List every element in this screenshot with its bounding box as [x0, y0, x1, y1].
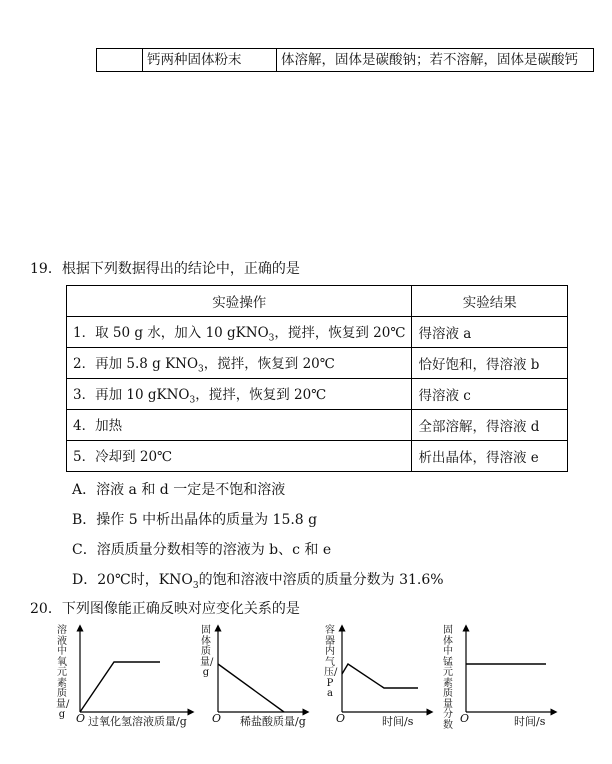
graph-d-plot	[464, 626, 556, 714]
graph-a-xlabel: 过氧化氢溶液质量/g	[88, 715, 187, 728]
graph-d-xlabel: 时间/s	[514, 715, 546, 728]
operation-cell: 3．再加 10 gKNO$_3$，搅拌，恢复到 20℃	[67, 379, 412, 410]
graph-d[interactable]	[442, 625, 560, 731]
result-cell: 恰好饱和，得溶液 b	[412, 348, 568, 379]
top-table-cell-2: 钙两种固体粉末	[143, 49, 277, 71]
graph-c-origin: O	[336, 712, 346, 725]
result-cell: 得溶液 c	[412, 379, 568, 410]
experiment-table	[66, 285, 568, 472]
header-result: 实验结果	[412, 286, 568, 317]
table-header-row	[67, 286, 568, 317]
question-20-title: 20．下列图像能正确反映对应变化关系的是	[30, 601, 300, 617]
graph-b-ylabel: 固体质量/g	[200, 625, 214, 678]
operation-cell: 4．加热	[67, 410, 412, 441]
graph-a[interactable]	[56, 626, 196, 726]
option-b[interactable]: B．操作 5 中析出晶体的质量为 15.8 g	[72, 512, 318, 528]
graph-d-origin: O	[460, 712, 470, 725]
graph-b-origin: O	[212, 712, 222, 725]
table-row	[67, 410, 568, 441]
graph-b-xlabel: 稀盐酸质量/g	[240, 715, 306, 728]
graph-b-plot	[216, 626, 308, 714]
graph-d-ylabel: 固体中锰元素质量分数	[443, 625, 453, 731]
header-operation: 实验操作	[67, 286, 412, 317]
graph-b[interactable]	[200, 626, 312, 726]
top-table-cell-empty	[97, 49, 143, 71]
graph-c-xlabel: 时间/s	[382, 715, 414, 728]
graph-c-line	[342, 664, 418, 688]
result-cell: 得溶液 a	[412, 317, 568, 348]
graph-a-plot	[78, 626, 193, 714]
graph-a-line	[80, 662, 160, 712]
result-cell: 析出晶体，得溶液 e	[412, 441, 568, 472]
operation-cell: 5．冷却到 20℃	[67, 441, 412, 472]
table-row	[67, 379, 568, 410]
question-19-title: 19．根据下列数据得出的结论中，正确的是	[30, 261, 300, 277]
table-row	[67, 441, 568, 472]
top-table-cell-3: 体溶解，固体是碳酸钠；若不溶解，固体是碳酸钙	[281, 52, 578, 68]
table-row	[67, 317, 568, 348]
operation-cell: 1．取 50 g 水，加入 10 gKNO$_3$，搅拌，恢复到 20℃	[67, 317, 412, 348]
result-cell: 全部溶解，得溶液 d	[412, 410, 568, 441]
graph-a-origin: O	[76, 712, 86, 725]
operation-cell: 2．再加 5.8 g $KNO_3$，搅拌，恢复到 20℃	[67, 348, 412, 379]
graph-a-ylabel: 溶液中氧元素质量/g	[56, 625, 70, 720]
graph-c-ylabel: 容器内气压/Pa	[324, 625, 338, 699]
option-a[interactable]: A．溶液 a 和 d 一定是不饱和溶液	[72, 482, 286, 498]
option-c[interactable]: C．溶质质量分数相等的溶液为 b、c 和 e	[72, 542, 332, 558]
option-d[interactable]: D．20℃时，$KNO_3$的饱和溶液中溶质的质量分数为 31.6%	[72, 572, 444, 591]
table-row	[67, 348, 568, 379]
graph-b-line	[218, 664, 284, 712]
graph-c[interactable]	[324, 626, 434, 726]
graph-c-plot	[340, 626, 432, 714]
top-table-fragment	[96, 48, 594, 72]
